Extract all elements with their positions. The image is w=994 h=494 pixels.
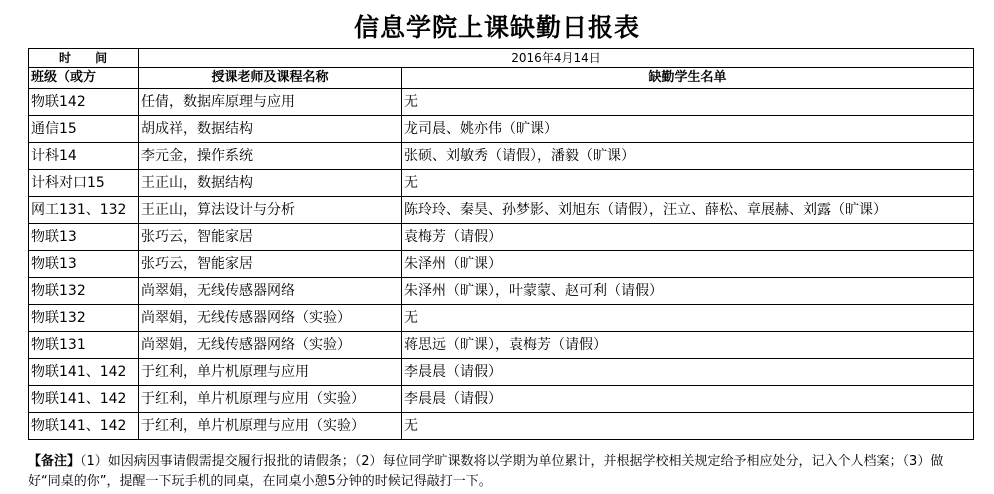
course-cell: 于红利，单片机原理与应用	[139, 359, 402, 386]
report-title: 信息学院上课缺勤日报表	[353, 13, 640, 42]
time-row	[29, 49, 974, 68]
time-label: 时 间	[29, 49, 139, 68]
class-cell: 物联13	[29, 224, 139, 251]
class-cell: 物联141、142	[29, 413, 139, 440]
course-cell: 任倩，数据库原理与应用	[139, 89, 402, 116]
course-cell: 胡成祥，数据结构	[139, 116, 402, 143]
class-cell: 计科14	[29, 143, 139, 170]
class-cell: 通信15	[29, 116, 139, 143]
table-row	[29, 359, 974, 386]
course-cell: 张巧云，智能家居	[139, 224, 402, 251]
absent-cell: 李晨晨（请假）	[402, 386, 974, 413]
class-cell: 网工131、132	[29, 197, 139, 224]
table-row	[29, 413, 974, 440]
absent-students-column-header: 缺勤学生名单	[402, 68, 974, 89]
absent-cell: 陈玲玲、秦昊、孙梦影、刘旭东（请假），汪立、薛松、章展赫、刘露（旷课）	[402, 197, 974, 224]
header-row	[29, 68, 974, 89]
table-row	[29, 197, 974, 224]
absent-cell: 张硕、刘敏秀（请假），潘毅（旷课）	[402, 143, 974, 170]
absent-cell: 朱泽州（旷课）	[402, 251, 974, 278]
class-cell: 物联141、142	[29, 386, 139, 413]
course-cell: 张巧云，智能家居	[139, 251, 402, 278]
table-row	[29, 386, 974, 413]
absent-cell: 无	[402, 170, 974, 197]
table-row	[29, 170, 974, 197]
course-cell: 尚翠娟，无线传感器网络（实验）	[139, 332, 402, 359]
absent-cell: 无	[402, 305, 974, 332]
class-cell: 物联141、142	[29, 359, 139, 386]
class-cell: 物联131	[29, 332, 139, 359]
class-cell: 物联13	[29, 251, 139, 278]
remarks-text: （1）如因病因事请假需提交履行报批的请假条；（2）每位同学旷课数将以学期为单位累计，并根据学校相关规定给予相应处分，记入个人档案；（3）做好“同桌的你”，提醒一下玩手机的同桌，在同桌小憩5分钟的时候记得敲打一下。	[28, 454, 944, 489]
remarks-label: 【备注】	[28, 454, 81, 469]
report-date: 2016年4月14日	[139, 49, 974, 68]
absent-cell: 无	[402, 89, 974, 116]
remarks-note	[28, 452, 973, 492]
course-cell: 于红利，单片机原理与应用（实验）	[139, 386, 402, 413]
absent-cell: 李晨晨（请假）	[402, 359, 974, 386]
course-cell: 王正山，算法设计与分析	[139, 197, 402, 224]
course-cell: 尚翠娟，无线传感器网络	[139, 278, 402, 305]
class-cell: 物联142	[29, 89, 139, 116]
attendance-table	[28, 48, 974, 440]
table-row	[29, 305, 974, 332]
table-row	[29, 224, 974, 251]
absent-cell: 蒋思远（旷课），袁梅芳（请假）	[402, 332, 974, 359]
class-cell: 物联132	[29, 278, 139, 305]
absent-cell: 朱泽州（旷课），叶蒙蒙、赵可利（请假）	[402, 278, 974, 305]
table-row	[29, 116, 974, 143]
class-cell: 物联132	[29, 305, 139, 332]
table-row	[29, 143, 974, 170]
teacher-course-column-header: 授课老师及课程名称	[139, 68, 402, 89]
table-row	[29, 278, 974, 305]
course-cell: 尚翠娟，无线传感器网络（实验）	[139, 305, 402, 332]
absent-cell: 龙司晨、姚亦伟（旷课）	[402, 116, 974, 143]
table-row	[29, 89, 974, 116]
course-cell: 李元金，操作系统	[139, 143, 402, 170]
absent-cell: 袁梅芳（请假）	[402, 224, 974, 251]
class-column-header: 班级（或方	[29, 68, 139, 89]
course-cell: 王正山，数据结构	[139, 170, 402, 197]
class-cell: 计科对口15	[29, 170, 139, 197]
table-row	[29, 332, 974, 359]
absent-cell: 无	[402, 413, 974, 440]
table-row	[29, 251, 974, 278]
course-cell: 于红利，单片机原理与应用（实验）	[139, 413, 402, 440]
